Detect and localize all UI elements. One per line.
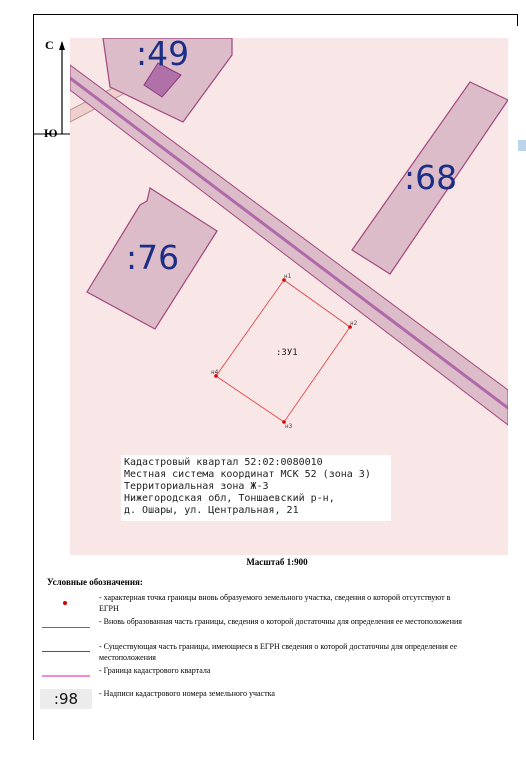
parcel-label-49: :49 <box>136 34 190 73</box>
compass-north-label: С <box>45 38 54 52</box>
legend-text-existing-boundary: - Существующая часть границы, имеющиеся в ЕГРН сведения о которой достаточны для определения ее местоположения <box>99 642 457 662</box>
info-box <box>121 455 391 521</box>
legend-text-parcel-label: - Надписи кадастрового номера земельного участка <box>99 689 275 698</box>
legend-text-new-boundary: - Вновь образованная часть границы, сведения о которой достаточны для определения ее местоположения <box>99 617 462 626</box>
scale-label: Масштаб 1:900 <box>246 557 308 567</box>
info-quarter: Кадастровый квартал 52:02:0080010 <box>124 457 323 468</box>
point-label-n1: н1 <box>284 273 292 280</box>
legend-existing-boundary-symbol <box>42 651 90 652</box>
info-zone: Территориальная зона Ж-3 <box>124 481 269 492</box>
legend-title: Условные обозначения: <box>47 577 143 587</box>
compass-south-label: Ю <box>44 126 58 140</box>
legend-quarter-boundary-symbol <box>42 675 90 677</box>
point-label-n2: н2 <box>350 320 358 327</box>
legend-text-point: - характерная точка границы вновь образуемого земельного участка, сведения о которой отсутствуют в ЕГРН <box>99 593 451 613</box>
parcel-label-68: :68 <box>404 158 458 197</box>
legend-label-sample: :98 <box>40 689 92 709</box>
parcel-label-76: :76 <box>126 238 180 277</box>
point-label-n4: н4 <box>211 369 219 376</box>
new-parcel-label: :ЗУ1 <box>276 348 298 358</box>
legend-new-boundary-symbol <box>42 627 90 628</box>
north-arrow-head <box>59 41 65 50</box>
point-label-n3: н3 <box>285 423 293 430</box>
legend-text-quarter-boundary: - Граница кадастрового квартала <box>99 666 211 675</box>
legend-point-symbol <box>63 601 67 605</box>
info-address-line1: Нижегородская обл, Тоншаевский р-н, <box>124 493 335 504</box>
info-address-line2: д. Ошары, ул. Центральная, 21 <box>124 505 299 516</box>
info-coord-system: Местная система координат МСК 52 (зона 3) <box>124 469 371 480</box>
